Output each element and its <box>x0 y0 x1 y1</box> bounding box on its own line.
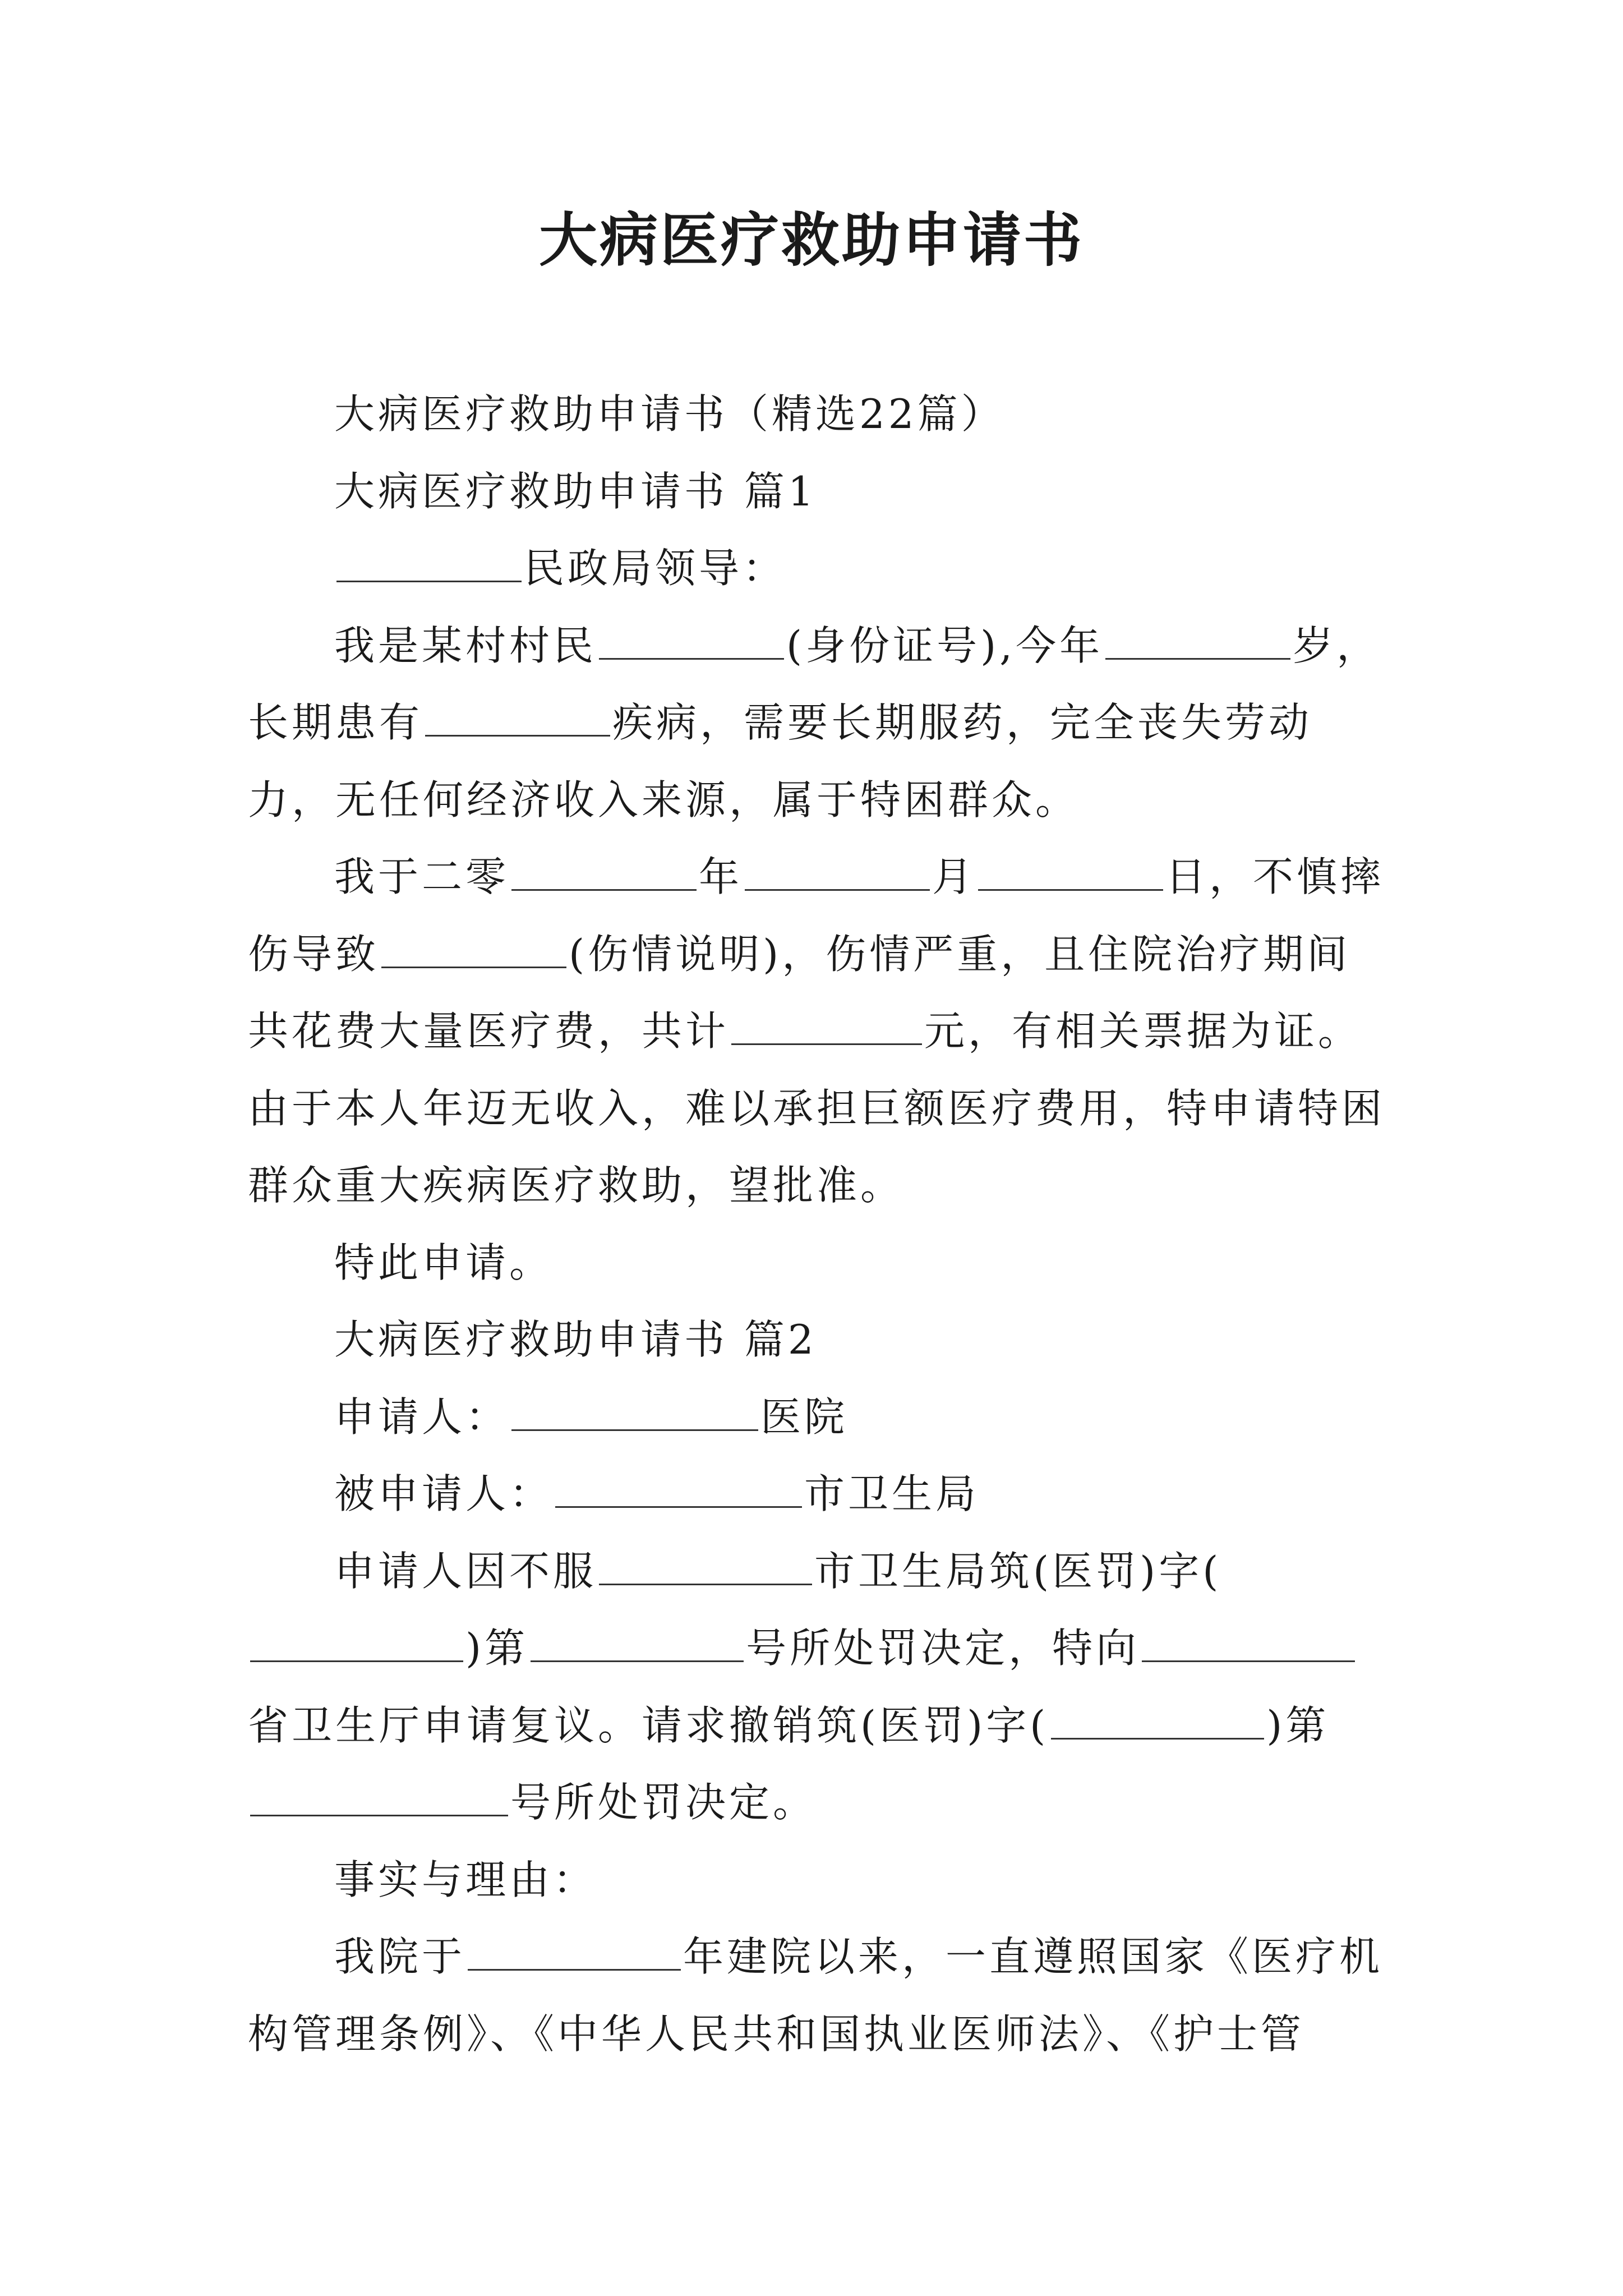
text: 申请人： <box>334 1393 510 1441</box>
fill-blank <box>731 1009 922 1045</box>
fill-blank <box>555 1471 802 1508</box>
text: 特此申请。 <box>334 1239 554 1286</box>
text: 号所处罚决定，特向 <box>746 1625 1140 1672</box>
paragraph-facts-heading <box>248 1842 1392 1919</box>
text: 我于二零 <box>334 853 510 900</box>
fill-blank <box>511 854 697 891</box>
text: 我院于 <box>334 1933 466 1980</box>
fill-blank <box>250 1780 508 1816</box>
fill-blank <box>425 700 610 737</box>
text: 大病医疗救助申请书（精选22篇） <box>334 390 1005 438</box>
paragraph-section-2-heading <box>248 1301 1392 1379</box>
text: 岁，长期患有 <box>248 622 1381 746</box>
text: 被申请人： <box>334 1470 554 1517</box>
text: 疾病，需要长期服药，完全丧失劳动力，无任何经济收入来源，属于特困群众。 <box>248 699 1313 823</box>
text: 月 <box>932 853 976 900</box>
text: 元，有相关票据为证。由于本人年迈无收入，难以承担巨额医疗费用，特申请特困群众重大疾病医疗救助，望批准。 <box>248 1007 1386 1209</box>
fill-blank <box>468 1934 681 1971</box>
paragraph-applicant-info <box>248 608 1392 839</box>
text: 大病医疗救助申请书 篇1 <box>334 467 817 515</box>
text: )第 <box>1266 1701 1330 1749</box>
paragraph-closing <box>248 1225 1392 1302</box>
document-body <box>248 376 1392 2073</box>
text: 年 <box>699 853 743 900</box>
text: 民政局领导： <box>524 545 787 592</box>
paragraph-salutation <box>248 530 1392 608</box>
text: 号所处罚决定。 <box>510 1779 817 1826</box>
fill-blank <box>1051 1703 1264 1740</box>
fill-blank <box>599 1549 812 1585</box>
fill-blank <box>511 1395 758 1431</box>
fill-blank <box>1142 1626 1355 1662</box>
text: 年建院以来，一直遵照国家《医疗机构管理条例》、《中华人民共和国执业医师法》、《护士管 <box>248 1933 1384 2058</box>
fill-blank <box>336 546 522 582</box>
paragraph-subtitle <box>248 376 1392 453</box>
fill-blank <box>978 854 1163 891</box>
text: 医院 <box>760 1393 849 1441</box>
fill-blank <box>599 623 784 660</box>
text: 日，不慎摔伤导致 <box>248 853 1385 978</box>
text: 市卫生局筑(医罚)字( <box>814 1547 1222 1595</box>
paragraph-appeal-request <box>248 1533 1392 1842</box>
text: 省卫生厅申请复议。请求撤销筑(医罚)字( <box>248 1701 1049 1749</box>
fill-blank <box>381 932 566 968</box>
paragraph-injury-details <box>248 839 1392 1225</box>
fill-blank <box>250 1626 463 1662</box>
fill-blank <box>745 854 930 891</box>
text: 大病医疗救助申请书 篇2 <box>334 1316 817 1363</box>
text: 市卫生局 <box>804 1470 980 1517</box>
text: 申请人因不服 <box>334 1547 597 1595</box>
text: (身份证号),今年 <box>786 622 1104 669</box>
document-title: 大病医疗救助申请书 <box>538 206 1084 274</box>
text: )第 <box>465 1625 529 1672</box>
text: 我是某村村民 <box>334 622 597 669</box>
paragraph-facts-body <box>248 1918 1392 2073</box>
paragraph-respondent <box>248 1456 1392 1533</box>
text: (伤情说明)，伤情严重，且住院治疗期间共花费大量医疗费，共计 <box>248 930 1351 1055</box>
text: 事实与理由： <box>334 1856 597 1903</box>
paragraph-section-1-heading <box>248 453 1392 531</box>
paragraph-applicant <box>248 1379 1392 1456</box>
fill-blank <box>531 1626 744 1662</box>
fill-blank <box>1105 623 1290 660</box>
